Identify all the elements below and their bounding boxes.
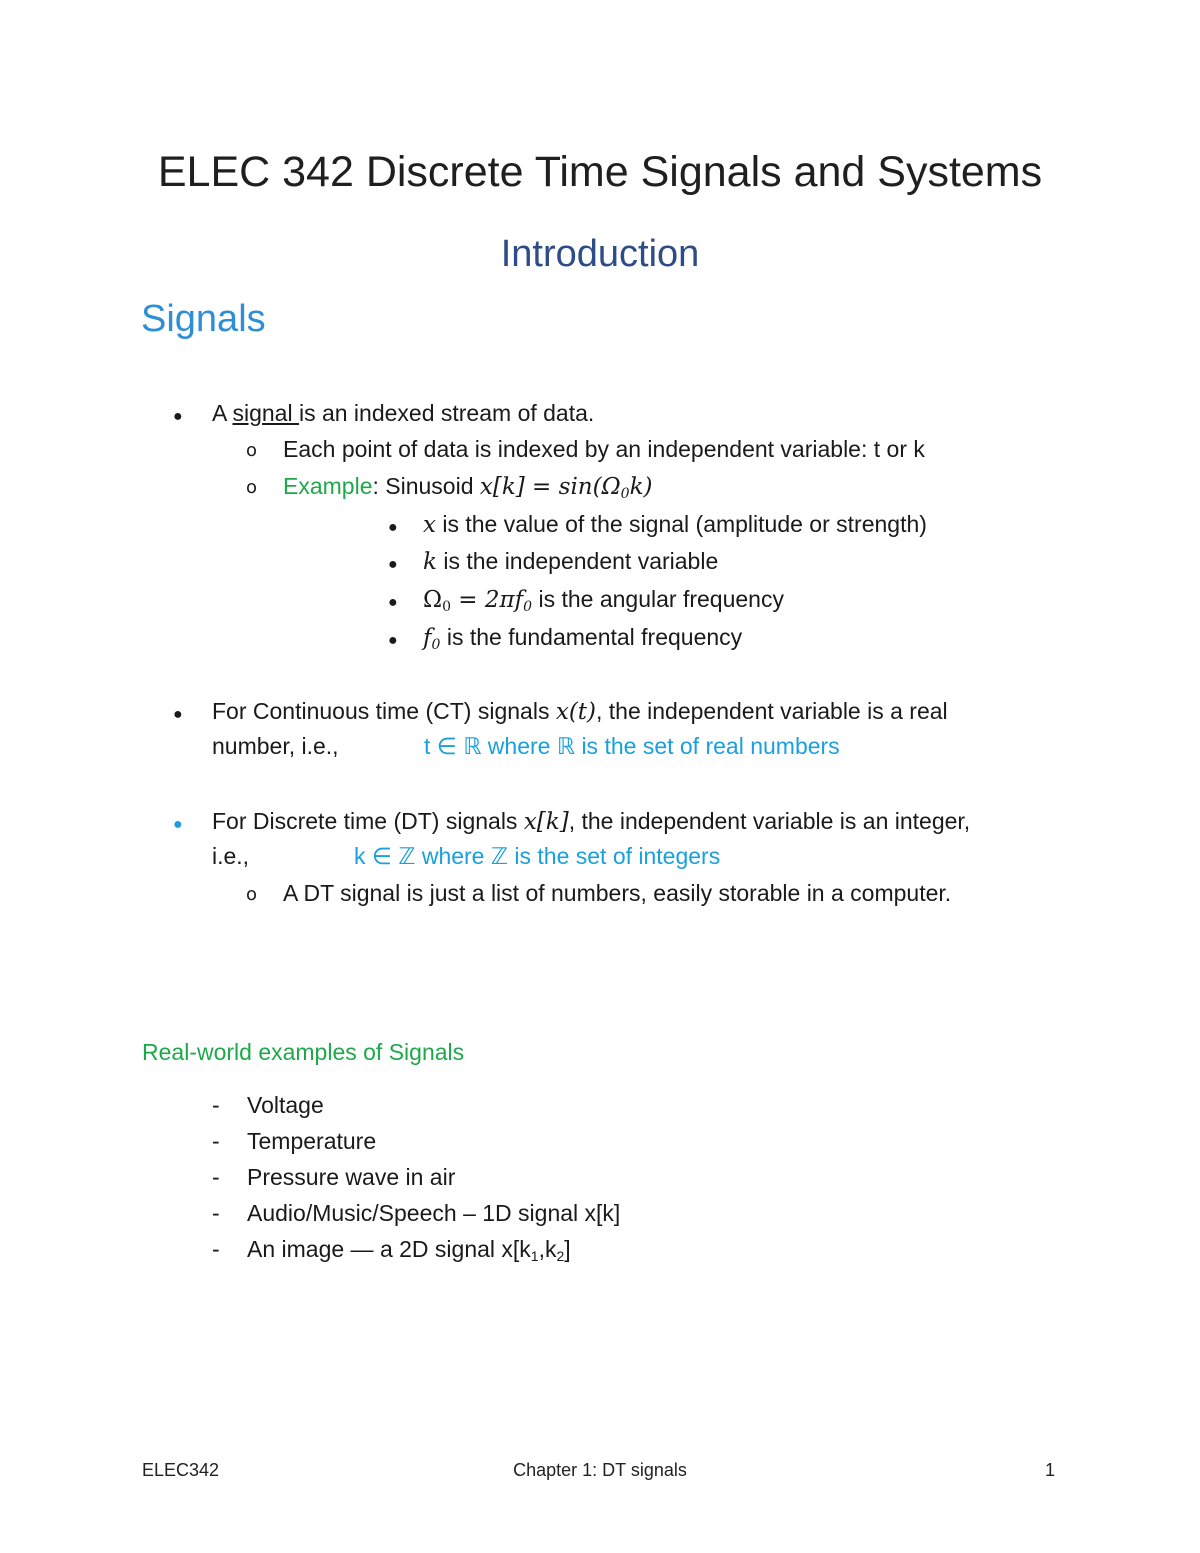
bullet-icon: ● — [388, 632, 398, 649]
page-number: 1 — [1045, 1460, 1056, 1480]
footer-course: ELEC342 — [142, 1460, 220, 1480]
bullet-discrete-time: For Discrete time (DT) signals x[k], the independent variable is an integer, — [212, 808, 971, 835]
sub-bullet-dt-list: A DT signal is just a list of numbers, easily storable in a computer. — [283, 880, 952, 906]
bullet-icon: ● — [388, 519, 398, 536]
example-label: Example — [283, 473, 373, 499]
circle-bullet-icon: o — [246, 477, 258, 498]
dash-icon: - — [212, 1092, 220, 1118]
dt-integer-set: k ∈ ℤ where ℤ is the set of integers — [354, 843, 721, 869]
bullet-continuous-time: For Continuous time (CT) signals x(t), the independent variable is a real — [212, 698, 948, 725]
bullet-icon: ● — [173, 706, 183, 723]
sub-bullet-example: Example: Sinusoid $x[k] = \sin(\Omega_0k)$ — [283, 473, 653, 502]
signal-term: signal — [232, 400, 299, 426]
sub-bullet-indexing: Each point of data is indexed by an independent variable: t or k — [283, 436, 925, 462]
bullet-icon: ● — [173, 408, 183, 425]
realworld-heading: Real-world examples of Signals — [142, 1039, 465, 1065]
section-heading: Signals — [141, 298, 266, 340]
ct-real-set: t ∈ ℝ where ℝ is the set of real numbers — [424, 733, 840, 759]
document-subtitle: Introduction — [500, 233, 700, 275]
bullet-icon: ● — [173, 816, 183, 833]
term-fundamental-frequency: $f_0$ is the fundamental frequency — [423, 624, 743, 653]
dash-icon: - — [212, 1164, 220, 1190]
term-independent-variable: k is the independent variable — [423, 548, 719, 575]
bullet-icon: ● — [388, 594, 398, 611]
circle-bullet-icon: o — [246, 884, 258, 905]
term-amplitude: x is the value of the signal (amplitude or strength) — [423, 511, 927, 538]
dash-icon: - — [212, 1128, 220, 1154]
list-item: Pressure wave in air — [247, 1164, 456, 1190]
dash-icon: - — [212, 1200, 220, 1226]
bullet-signal-definition: A signal is an indexed stream of data. — [212, 400, 595, 426]
dash-icon: - — [212, 1236, 220, 1262]
ct-line2: number, i.e., — [212, 733, 339, 759]
term-angular-frequency: $\Omega_0 = 2\pi f_0$ is the angular frequency — [423, 586, 784, 615]
document-title: ELEC 342 Discrete Time Signals and Systems — [157, 148, 1043, 196]
list-item: Temperature — [247, 1128, 377, 1154]
bullet-icon: ● — [388, 556, 398, 573]
dt-line2: i.e., — [212, 843, 250, 869]
circle-bullet-icon: o — [246, 440, 258, 461]
list-item-image: An image — a 2D signal $x[k_1,k_2]$ — [247, 1236, 571, 1264]
footer-chapter: Chapter 1: DT signals — [513, 1460, 687, 1480]
list-item: Voltage — [247, 1092, 324, 1118]
list-item: Audio/Music/Speech – 1D signal x[k] — [247, 1200, 621, 1226]
